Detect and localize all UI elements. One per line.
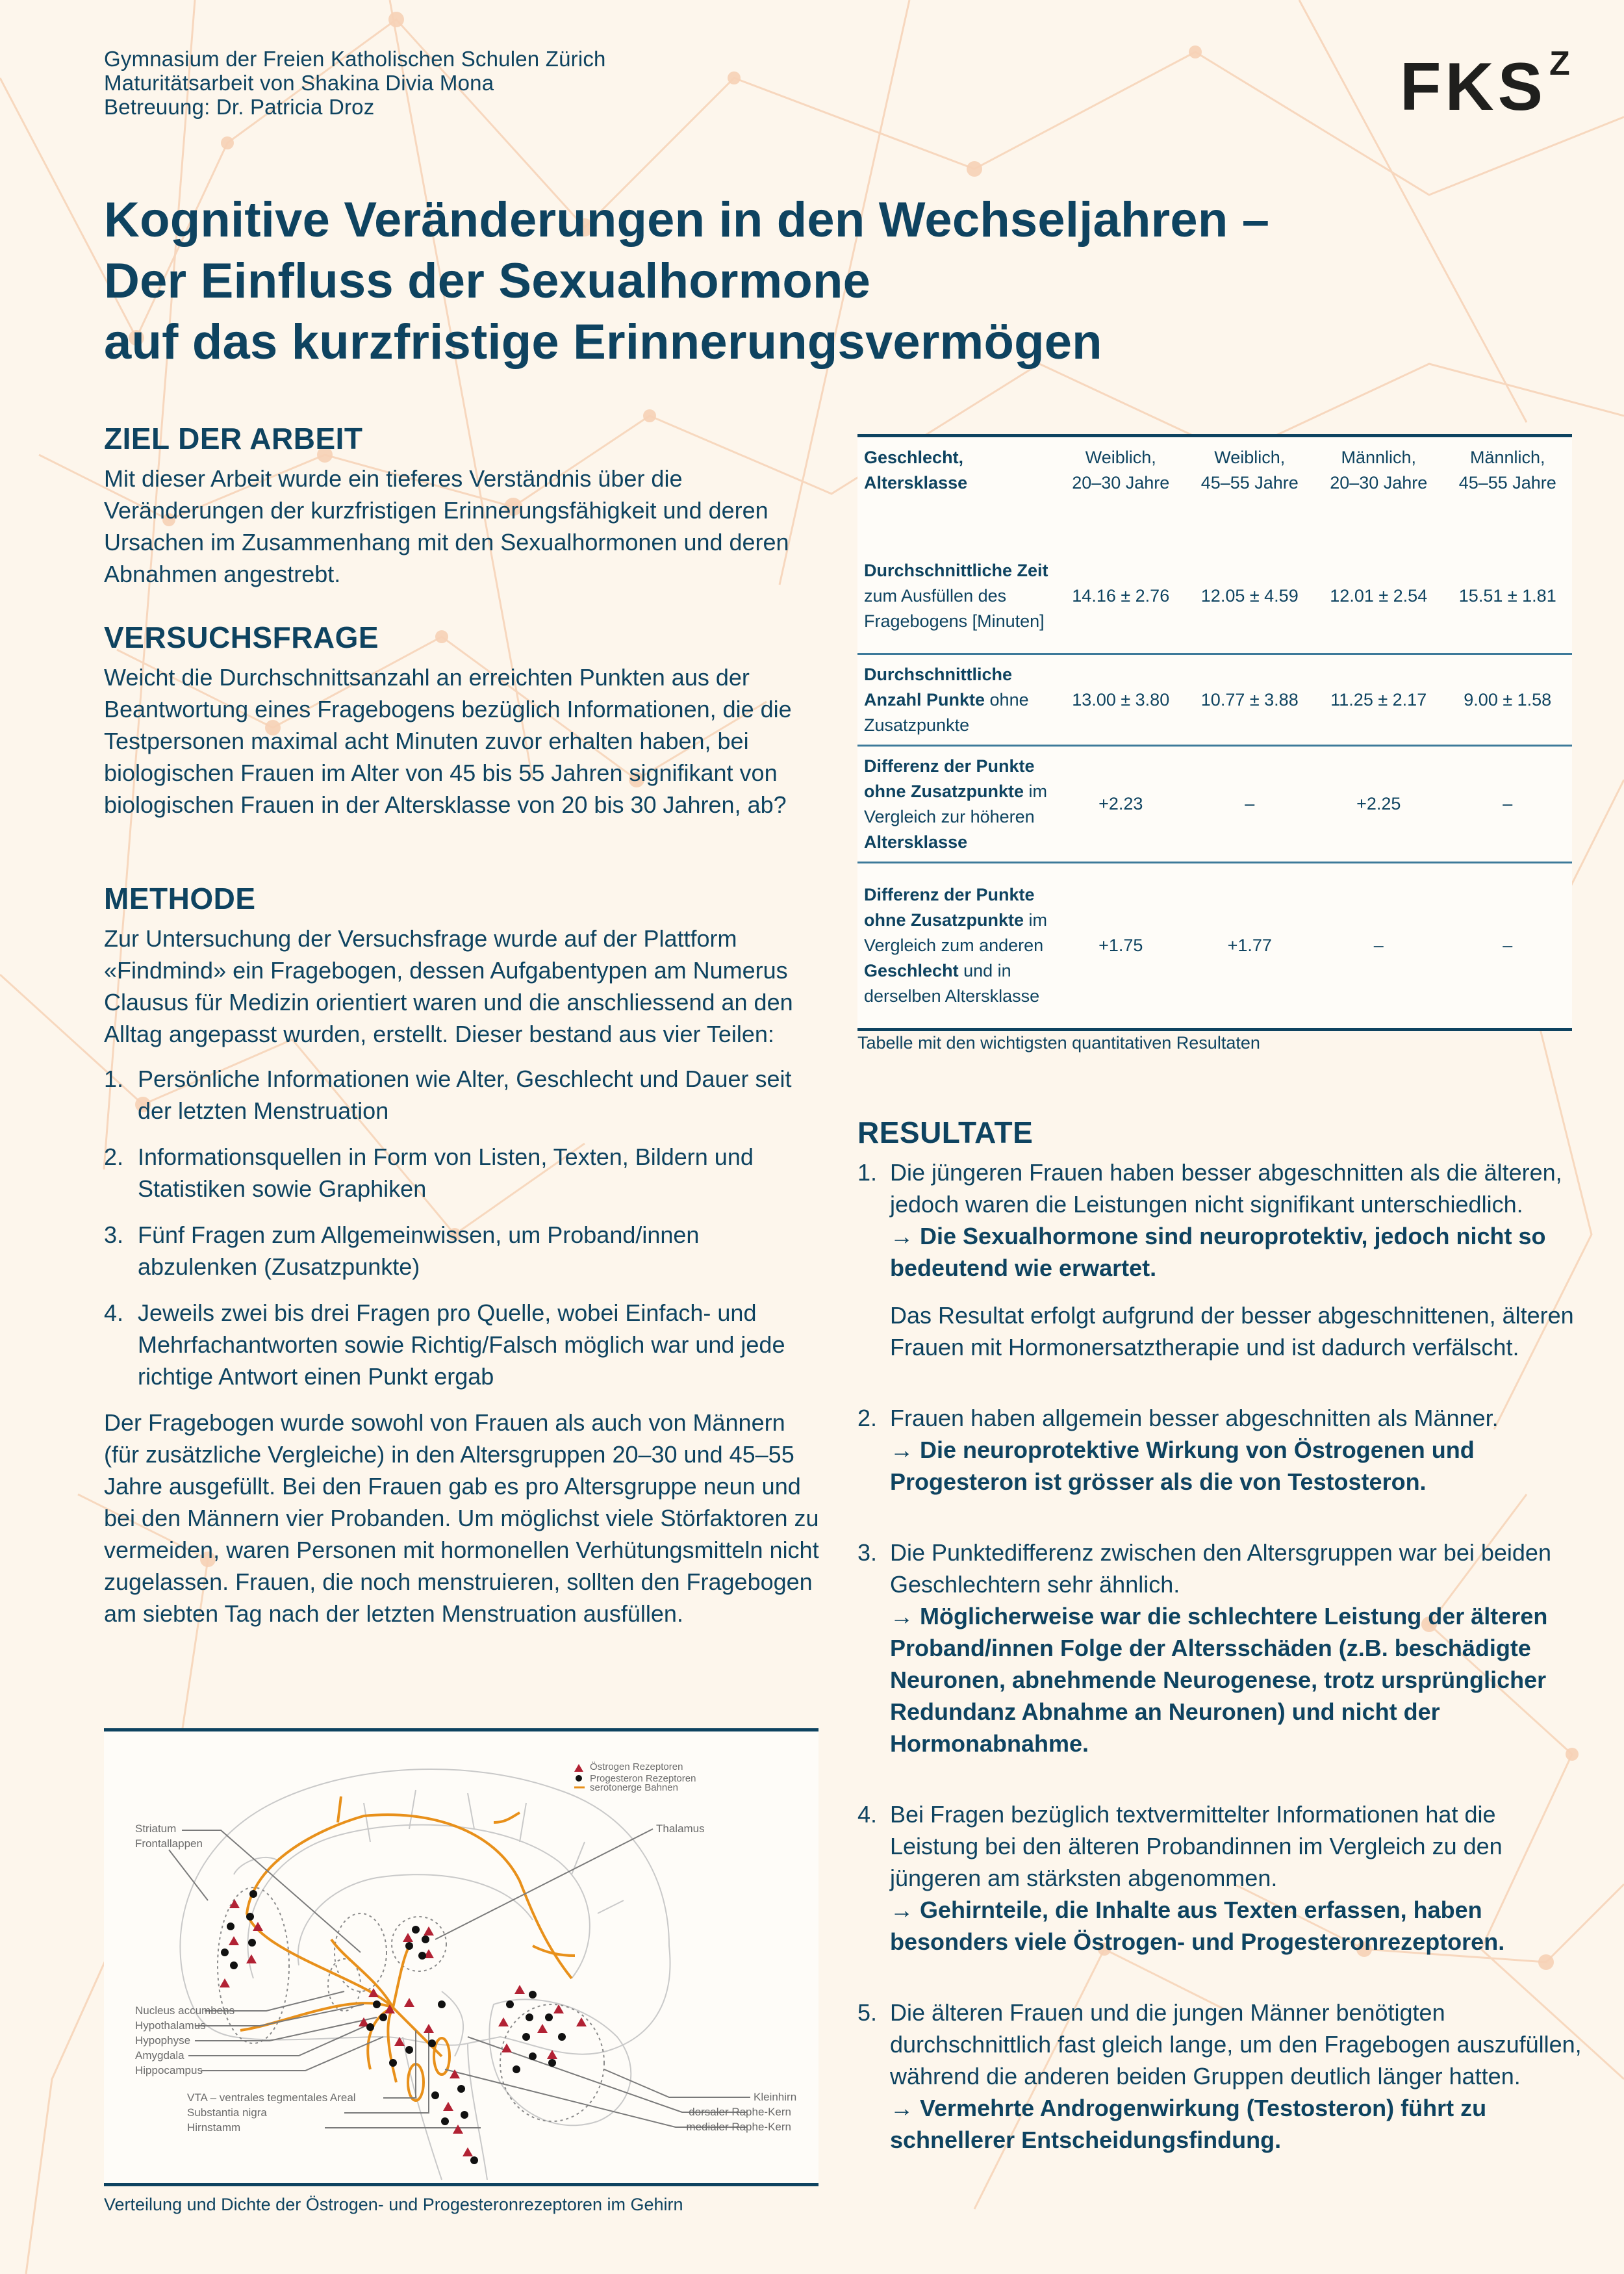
list-number: 4. bbox=[104, 1299, 124, 1326]
result-item bbox=[857, 1537, 1585, 1759]
table-cell: +2.25 bbox=[1314, 746, 1443, 863]
label-kleinhirn: Kleinhirn bbox=[754, 2091, 797, 2103]
row-header-text: im Vergleich zum anderen bbox=[864, 910, 1048, 955]
table-cell: 11.25 ± 2.17 bbox=[1314, 654, 1443, 746]
row-header-text: und in derselben Altersklasse bbox=[864, 961, 1040, 1006]
section-versuchsfrage bbox=[104, 622, 825, 821]
result-note: Das Resultat erfolgt aufgrund der besser abgeschnittenen, älteren Frauen mit Hormonersatztherapie und ist dadurch verfälscht. bbox=[890, 1302, 1574, 1361]
label-frontallappen: Frontallappen bbox=[135, 1837, 203, 1850]
title-line-1: Kognitive Veränderungen in den Wechseljahren – bbox=[104, 192, 1270, 248]
label-hippocampus: Hippocampus bbox=[135, 2064, 203, 2076]
column-header-line: Weiblich, bbox=[1214, 448, 1286, 467]
supervisor: Betreuung: Dr. Patricia Droz bbox=[104, 95, 375, 119]
column-header-line: 20–30 Jahre bbox=[1330, 473, 1428, 492]
result-text: Die jüngeren Frauen haben besser abgeschnitten als die älteren, jedoch waren die Leistungen nicht signifikant unterschiedlich. bbox=[890, 1159, 1562, 1218]
result-number: 2. bbox=[857, 1405, 878, 1431]
label-hypophyse: Hypophyse bbox=[135, 2034, 191, 2047]
column-header-line: 45–55 Jahre bbox=[1458, 473, 1556, 492]
list-item bbox=[104, 1297, 825, 1392]
row-header-bold: Altersklasse bbox=[864, 832, 968, 852]
column-header bbox=[1443, 436, 1573, 540]
table-cell: 15.51 ± 1.81 bbox=[1458, 586, 1556, 606]
school-name: Gymnasium der Freien Katholischen Schulen Zürich bbox=[104, 47, 606, 71]
row-header bbox=[857, 746, 1056, 863]
section-text: Weicht die Durchschnittsanzahl an erreichten Punkten aus der Beantwortung eines Fragebogens bezüglich Informationen, die die Testpersonen maximal acht Minuten zuvor erhalten haben, bei biologischen Frauen im Alter von 45 bis 55 Jahren signifikant von biologischen Frauen in der Altersklasse von 20 bis 30 Jahren, ab? bbox=[104, 664, 792, 818]
column-header-line: Weiblich, bbox=[1085, 448, 1156, 467]
legend-progesterone-marker bbox=[576, 1775, 582, 1782]
methode-intro: Zur Untersuchung der Versuchsfrage wurde auf der Plattform «Findmind» ein Fragebogen, dessen Aufgabentypen am Numerus Clausus für Medizin orientiert waren und die anschliessend an den Alltag angepasst wurden, erstellt. Dieser bestand aus vier Teilen: bbox=[104, 925, 793, 1047]
header-rowhead-line: Geschlecht, bbox=[864, 448, 964, 467]
row-header bbox=[857, 654, 1056, 746]
methode-outro: Der Fragebogen wurde sowohl von Frauen als auch von Männern (für zusätzliche Vergleiche) in den Altersgruppen 20–30 und 45–55 Jahre ausgefüllt. Bei den Frauen gab es pro Altersgruppe neun und bei den Männern vier Probanden. Um möglichst viele Störfaktoren zu vermeiden, waren Personen mit hormonellen Verhütungsmitteln nicht zugelassen. Frauen, die noch menstruieren, sollten den Fragebogen am siebten Tag nach der letzten Menstruation ausfüllen. bbox=[104, 1409, 819, 1627]
table-cell: 12.05 ± 4.59 bbox=[1200, 586, 1299, 606]
label-thalamus: Thalamus bbox=[656, 1822, 705, 1835]
school-info bbox=[104, 47, 606, 119]
list-item bbox=[104, 1219, 825, 1283]
title-line-2: Der Einfluss der Sexualhormone bbox=[104, 253, 871, 309]
result-item bbox=[857, 1997, 1585, 2156]
column-header-line: Männlich, bbox=[1469, 448, 1545, 467]
list-text: Persönliche Informationen wie Alter, Geschlecht und Dauer seit der letzten Menstruation bbox=[138, 1066, 792, 1124]
result-number: 4. bbox=[857, 1801, 878, 1828]
label-leader-lines bbox=[169, 1829, 750, 2128]
section-text: Mit dieser Arbeit wurde ein tieferes Verständnis über die Veränderungen der kurzfristigen Erinnerungsfähigkeit und deren Ursachen im Zusammenhang mit den Sexualhormonen und deren Abnahmen angestrebt. bbox=[104, 465, 789, 587]
table-caption: Tabelle mit den wichtigsten quantitativen Resultaten bbox=[857, 1033, 1260, 1053]
label-substantia-nigra: Substantia nigra bbox=[187, 2106, 267, 2119]
list-text: Informationsquellen in Form von Listen, Texten, Bildern und Statistiken sowie Graphiken bbox=[138, 1143, 754, 1202]
result-item bbox=[857, 1798, 1585, 1958]
row-header-bold: Durchschnittliche Zeit bbox=[864, 561, 1048, 580]
table-cell: +1.75 bbox=[1056, 863, 1186, 1030]
column-header-line: Männlich, bbox=[1341, 448, 1417, 467]
list-text: Fünf Fragen zum Allgemeinwissen, um Proband/innen abzulenken (Zusatzpunkte) bbox=[138, 1221, 700, 1280]
legend-estrogen bbox=[590, 1761, 683, 1772]
table-row bbox=[857, 539, 1572, 654]
logo-main: FKS bbox=[1400, 49, 1547, 125]
list-number: 2. bbox=[104, 1143, 124, 1170]
row-header-bold: Geschlecht bbox=[864, 961, 959, 980]
section-resultate bbox=[857, 1118, 1585, 2195]
label-hypothalamus: Hypothalamus bbox=[135, 2019, 206, 2032]
section-heading: METHODE bbox=[104, 882, 256, 915]
row-header bbox=[857, 539, 1056, 654]
row-header-bold: Differenz der Punkte ohne Zusatzpunkte bbox=[864, 756, 1035, 801]
header-rowhead-line: Altersklasse bbox=[864, 473, 968, 492]
list-text: Jeweils zwei bis drei Fragen pro Quelle, wobei Einfach- und Mehrfachantworten sowie Richtig/Falsch möglich war und jede richtige Antwort einen Punkt ergab bbox=[138, 1299, 785, 1390]
brain-receptor-figure bbox=[104, 1728, 818, 2186]
table-cell: 13.00 ± 3.80 bbox=[1056, 654, 1186, 746]
result-conclusion: → Die neuroprotektive Wirkung von Östrogenen und Progesteron ist grösser als die von Testosteron. bbox=[890, 1437, 1475, 1495]
list-item bbox=[104, 1141, 825, 1205]
table-row bbox=[857, 863, 1572, 1030]
logo-sup: Z bbox=[1549, 45, 1574, 83]
results-table-wrapper bbox=[857, 434, 1572, 1031]
progesterone-receptor-markers bbox=[221, 1890, 566, 2164]
title-line-3: auf das kurzfristige Erinnerungsvermögen bbox=[104, 314, 1102, 370]
row-header-bold: Differenz der Punkte ohne Zusatzpunkte bbox=[864, 885, 1035, 930]
row-header-text: im Vergleich zur höheren bbox=[864, 781, 1048, 826]
result-conclusion: → Die Sexualhormone sind neuroprotektiv, jedoch nicht so bedeutend wie erwartet. bbox=[890, 1223, 1546, 1281]
legend-label: serotonerge Bahnen bbox=[590, 1782, 678, 1793]
row-header-bold: Durchschnittliche Anzahl Punkte bbox=[864, 664, 1013, 709]
table-cell: +2.23 bbox=[1056, 746, 1186, 863]
label-dorsaler-raphe: dorsaler Raphe-Kern bbox=[689, 2106, 791, 2118]
result-text: Die älteren Frauen und die jungen Männer benötigten durchschnittlich fast gleich lange, um den Fragebogen auszufüllen, während die anderen beiden Gruppen deutlich länger hatten. bbox=[890, 1999, 1582, 2089]
table-cell: 14.16 ± 2.76 bbox=[1072, 586, 1170, 606]
table-cell: – bbox=[1443, 863, 1573, 1030]
figure-caption: Verteilung und Dichte der Östrogen- und Progesteronrezeptoren im Gehirn bbox=[104, 2195, 683, 2214]
thesis-author: Maturitätsarbeit von Shakina Divia Mona bbox=[104, 71, 494, 95]
table-cell: +1.77 bbox=[1186, 863, 1315, 1030]
table-cell: 9.00 ± 1.58 bbox=[1443, 654, 1573, 746]
section-methode bbox=[104, 884, 825, 1629]
label-nucleus-accumbens: Nucleus accumbens bbox=[135, 2004, 235, 2017]
label-hirnstamm: Hirnstamm bbox=[187, 2121, 241, 2134]
resultate-list bbox=[857, 1156, 1585, 2156]
result-conclusion: → Gehirnteile, die Inhalte aus Texten erfassen, haben besonders viele Östrogen- und Progesteronrezeptoren. bbox=[890, 1897, 1505, 1955]
column-header bbox=[1314, 436, 1443, 540]
section-heading: ZIEL DER ARBEIT bbox=[104, 422, 363, 455]
table-row bbox=[857, 746, 1572, 863]
legend-label: Progesteron Rezeptoren bbox=[590, 1773, 696, 1784]
result-conclusion: → Vermehrte Androgenwirkung (Testosteron) führt zu schnellerer Entscheidungsfindung. bbox=[890, 2095, 1487, 2153]
fksz-logo bbox=[1400, 45, 1574, 125]
methode-list bbox=[104, 1063, 825, 1392]
column-header bbox=[1056, 436, 1186, 540]
results-table bbox=[857, 434, 1572, 1031]
section-heading: VERSUCHSFRAGE bbox=[104, 620, 379, 654]
list-number: 3. bbox=[104, 1221, 124, 1248]
result-number: 3. bbox=[857, 1539, 878, 1566]
table-row bbox=[857, 654, 1572, 746]
legend-serotonergic bbox=[590, 1782, 678, 1793]
result-item bbox=[857, 1156, 1585, 1363]
row-header bbox=[857, 863, 1056, 1030]
table-cell: – bbox=[1186, 746, 1315, 863]
table-cell: 10.77 ± 3.88 bbox=[1186, 654, 1315, 746]
section-heading: RESULTATE bbox=[857, 1116, 1034, 1149]
result-text: Frauen haben allgemein besser abgeschnitten als Männer. bbox=[890, 1405, 1499, 1431]
poster-title bbox=[104, 190, 1269, 373]
column-header-line: 45–55 Jahre bbox=[1200, 473, 1299, 492]
result-item bbox=[857, 1402, 1585, 1498]
result-conclusion: → Möglicherweise war die schlechtere Leistung der älteren Proband/innen Folge der Altersschäden (z.B. beschädigte Neuronen, abnehmende Neurogenese, trotz ursprünglicher Redundanz Abnahme an Neuronen) und nicht der Hormonabnahme. bbox=[890, 1603, 1548, 1757]
header-rowhead bbox=[857, 436, 1056, 540]
legend-estrogen-marker bbox=[574, 1764, 583, 1772]
list-number: 1. bbox=[104, 1066, 124, 1092]
label-vta: VTA – ventrales tegmentales Areal bbox=[187, 2091, 356, 2104]
table-cell: – bbox=[1443, 746, 1573, 863]
label-medialer-raphe: medialer Raphe-Kern bbox=[686, 2121, 791, 2133]
table-cell: 12.01 ± 2.54 bbox=[1330, 586, 1428, 606]
result-number: 5. bbox=[857, 1999, 878, 2026]
section-ziel bbox=[104, 424, 825, 590]
row-header-text: ohne Zusatzpunkte bbox=[864, 689, 1029, 735]
row-header-text: zum Ausfüllen des Fragebogens [Minuten] bbox=[864, 586, 1045, 631]
table-cell: – bbox=[1314, 863, 1443, 1030]
label-striatum: Striatum bbox=[135, 1822, 177, 1835]
result-number: 1. bbox=[857, 1159, 878, 1186]
label-amygdala: Amygdala bbox=[135, 2049, 184, 2062]
result-text: Die Punktedifferenz zwischen den Altersgruppen war bei beiden Geschlechtern sehr ähnlich. bbox=[890, 1539, 1551, 1598]
legend-label: Östrogen Rezeptoren bbox=[590, 1761, 683, 1772]
result-text: Bei Fragen bezüglich textvermittelter Informationen hat die Leistung bei den älteren Probandinnen im Vergleich zu den jüngeren am stärksten abgenommen. bbox=[890, 1801, 1503, 1891]
column-header bbox=[1186, 436, 1315, 540]
list-item bbox=[104, 1063, 825, 1127]
column-header-line: 20–30 Jahre bbox=[1072, 473, 1170, 492]
table-header-row bbox=[857, 436, 1572, 540]
